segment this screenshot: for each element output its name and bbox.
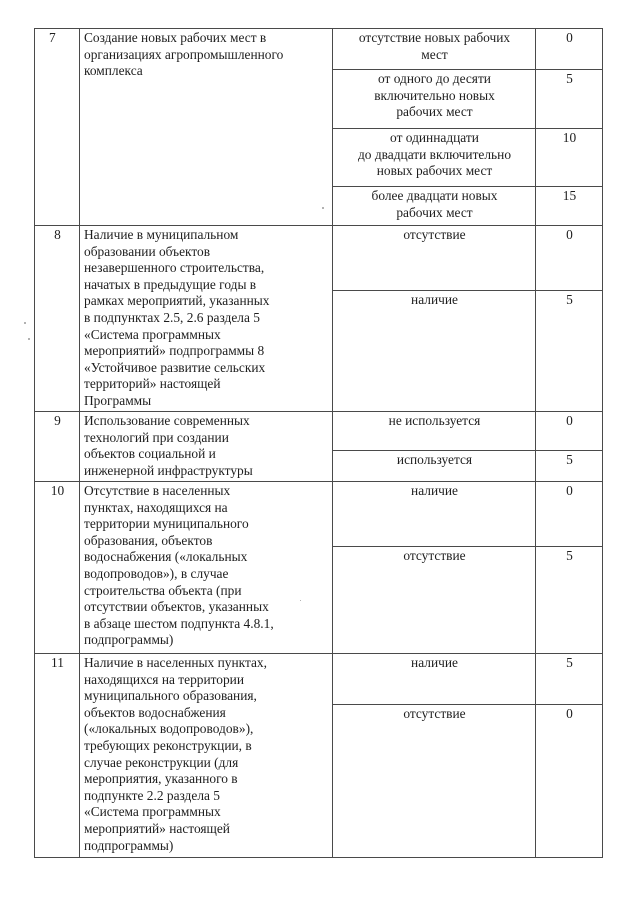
scan-speck bbox=[300, 600, 301, 601]
score-cell: 0 bbox=[536, 705, 603, 858]
score-cell: 5 bbox=[536, 654, 603, 705]
criterion-number: 10 bbox=[35, 482, 80, 654]
scan-speck bbox=[24, 322, 26, 324]
condition-cell: от одиннадцати до двадцати включительно новых рабочих мест bbox=[333, 129, 536, 187]
score-cell: 10 bbox=[536, 129, 603, 187]
table-row bbox=[35, 412, 603, 451]
condition-cell: не используется bbox=[333, 412, 536, 451]
scan-speck bbox=[28, 338, 30, 340]
condition-cell: от одного до десяти включительно новых рабочих мест bbox=[333, 70, 536, 129]
score-cell: 5 bbox=[536, 70, 603, 129]
condition-cell: наличие bbox=[333, 482, 536, 547]
criterion-number: 11 bbox=[35, 654, 80, 858]
criterion-number: 8 bbox=[35, 226, 80, 412]
score-cell: 5 bbox=[536, 547, 603, 654]
score-cell: 0 bbox=[536, 412, 603, 451]
criterion-name: Использование современных технологий при создании объектов социальной и инженерной инфраструктуры bbox=[80, 412, 333, 482]
table-row bbox=[35, 226, 603, 291]
condition-cell: отсутствие новых рабочих мест bbox=[333, 29, 536, 70]
criterion-number: 9 bbox=[35, 412, 80, 482]
score-cell: 5 bbox=[536, 291, 603, 412]
condition-cell: отсутствие bbox=[333, 226, 536, 291]
criteria-table bbox=[34, 28, 603, 858]
score-cell: 0 bbox=[536, 29, 603, 70]
condition-cell: отсутствие bbox=[333, 705, 536, 858]
condition-cell: более двадцати новых рабочих мест bbox=[333, 187, 536, 226]
criterion-name: Наличие в населенных пунктах, находящихся на территории муниципального образования, объектов водоснабжения («локальных водопроводов»), требующих реконструкции, в случае реконструкции (для мероприятия, указанного в подпункте 2.2 раздела 5 «Система программных мероприятий» настоящей подпрограммы) bbox=[80, 654, 333, 858]
score-cell: 5 bbox=[536, 451, 603, 482]
condition-cell: отсутствие bbox=[333, 547, 536, 654]
criterion-name: Наличие в муниципальном образовании объектов незавершенного строительства, начатых в предыдущие годы в рамках мероприятий, указанных в подпунктах 2.5, 2.6 раздела 5 «Система программных мероприятий» подпрограммы 8 «Устойчивое развитие сельских территорий» настоящей Программы bbox=[80, 226, 333, 412]
scan-speck bbox=[322, 207, 324, 209]
table-row bbox=[35, 482, 603, 547]
score-cell: 0 bbox=[536, 226, 603, 291]
table-row bbox=[35, 654, 603, 705]
condition-cell: используется bbox=[333, 451, 536, 482]
condition-cell: наличие bbox=[333, 291, 536, 412]
criterion-name: Создание новых рабочих мест в организациях агропромышленного комплекса bbox=[80, 29, 333, 226]
table-row bbox=[35, 29, 603, 70]
criterion-number: 7 bbox=[35, 29, 80, 226]
criterion-name: Отсутствие в населенных пунктах, находящихся на территории муниципального образования, объектов водоснабжения («локальных водопроводов»), в случае строительства объекта (при отсутствии объектов, указанных в абзаце шестом подпункта 4.8.1, подпрограммы) bbox=[80, 482, 333, 654]
score-cell: 0 bbox=[536, 482, 603, 547]
condition-cell: наличие bbox=[333, 654, 536, 705]
score-cell: 15 bbox=[536, 187, 603, 226]
